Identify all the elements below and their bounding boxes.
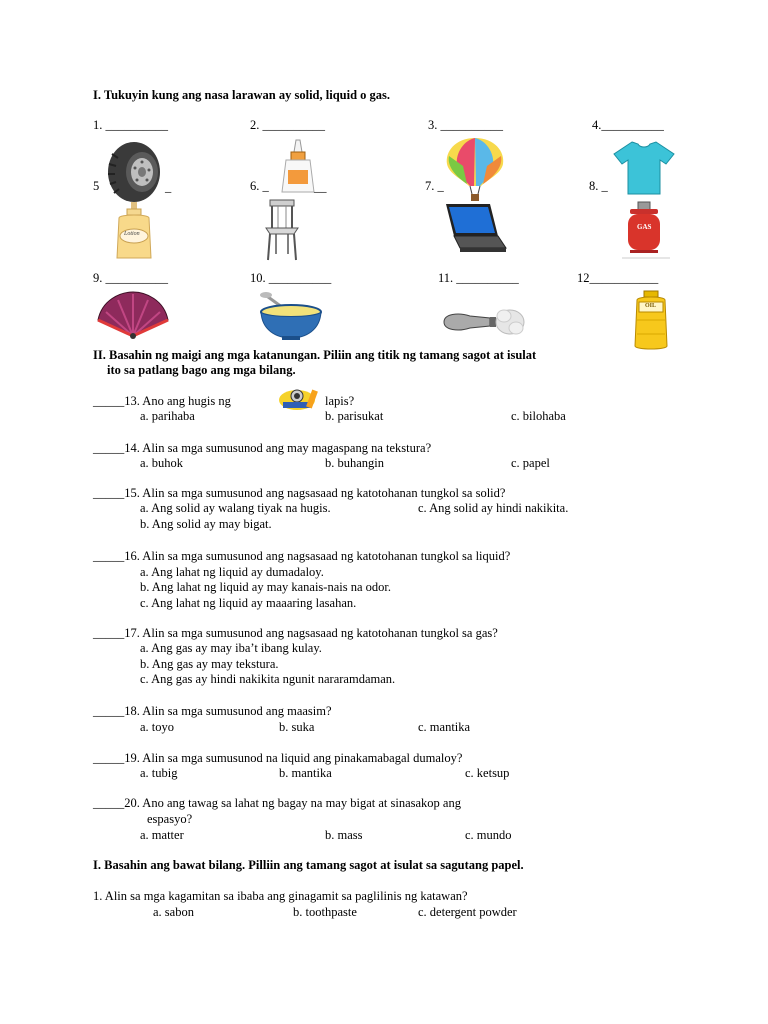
- item-11-label: 11. __________: [438, 271, 519, 285]
- hot-air-balloon-image: [443, 136, 507, 204]
- item-12-label: 12___________: [577, 271, 659, 285]
- section3-title: I. Basahin ang bawat bilang. Pilliin ang tamang sagot at isulat sa sagutang papel.: [93, 858, 524, 872]
- item-6-label: 6. _: [250, 179, 269, 193]
- t-shirt-image: [612, 140, 676, 196]
- oil-label-text: OIL: [645, 303, 657, 309]
- item-2-label: 2. __________: [250, 118, 325, 132]
- q16-choice-a: a. Ang lahat ng liquid ay dumadaloy.: [140, 565, 324, 579]
- q13-choice-a: a. parihaba: [140, 409, 195, 423]
- q20-choice-c: c. mundo: [465, 828, 512, 842]
- q13-question: _____13. Ano ang hugis ng: [93, 394, 231, 408]
- soup-bowl-image: [258, 292, 324, 342]
- item-7-label: 7. _: [425, 179, 444, 193]
- q17-choice-c: c. Ang gas ay hindi nakikita ngunit nararamdaman.: [140, 672, 396, 686]
- q14-question: _____14. Alin sa mga sumusunod ang may magaspang na tekstura?: [93, 441, 432, 455]
- item-5-label: 5: [93, 179, 100, 193]
- s3-q1-choice-c: c. detergent powder: [418, 905, 517, 919]
- q16-choice-b: b. Ang lahat ng liquid ay may kanais-nais na odor.: [140, 580, 391, 594]
- q13-question-tail: lapis?: [325, 394, 355, 408]
- q14-choice-c: c. papel: [511, 456, 550, 470]
- q18-choice-c: c. mantika: [418, 720, 471, 734]
- s3-q1-question: 1. Alin sa mga kagamitan sa ibaba ang ginagamit sa paglilinis ng katawan?: [93, 889, 468, 903]
- pencil-minion-image: [275, 386, 319, 412]
- q18-choice-a: a. toyo: [140, 720, 175, 734]
- item-1-label: 1. __________: [93, 118, 168, 132]
- q17-question: _____17. Alin sa mga sumusunod ang nagsasaad ng katotohanan tungkol sa gas?: [93, 626, 498, 640]
- s3-q1-choice-b: b. toothpaste: [293, 905, 357, 919]
- item-5-blank: _: [165, 180, 172, 194]
- q13-choice-b: b. parisukat: [325, 409, 384, 423]
- q19-choice-b: b. mantika: [279, 766, 332, 780]
- item-4-label: 4.__________: [592, 118, 664, 132]
- q14-choice-b: b. buhangin: [325, 456, 385, 470]
- q17-choice-a: a. Ang gas ay may iba’t ibang kulay.: [140, 641, 322, 655]
- item-8-label: 8. _: [589, 179, 608, 193]
- q18-choice-b: b. suka: [279, 720, 315, 734]
- hand-fan-image: [96, 290, 170, 340]
- q19-question: _____19. Alin sa mga sumusunod na liquid ang pinakamabagal dumaloy?: [93, 751, 463, 765]
- q15-question: _____15. Alin sa mga sumusunod ang nagsasaad ng katotohanan tungkol sa solid?: [93, 486, 506, 500]
- gas-label-text: GAS: [637, 223, 652, 231]
- q13-choice-c: c. bilohaba: [511, 409, 566, 423]
- q20-choice-b: b. mass: [325, 828, 363, 842]
- q20-question-line1: _____20. Ano ang tawag sa lahat ng bagay na may bigat at sinasakop ang: [93, 796, 461, 810]
- gas-tank-image: [620, 200, 672, 260]
- item-9-label: 9. __________: [93, 271, 168, 285]
- q14-choice-a: a. buhok: [140, 456, 184, 470]
- s3-q1-choice-a: a. sabon: [153, 905, 194, 919]
- item-10-label: 10. __________: [250, 271, 332, 285]
- q19-choice-a: a. tubig: [140, 766, 178, 780]
- q17-choice-b: b. Ang gas ay may tekstura.: [140, 657, 279, 671]
- oil-bottle-image: [631, 290, 671, 352]
- q15-choice-b: b. Ang solid ay may bigat.: [140, 517, 272, 531]
- q20-question-line2: espasyo?: [147, 812, 193, 826]
- glue-bottle-image: [278, 138, 318, 196]
- q18-question: _____18. Alin sa mga sumusunod ang maasim?: [93, 704, 332, 718]
- section1-title: I. Tukuyin kung ang nasa larawan ay solid, liquid o gas.: [93, 88, 391, 102]
- lotion-bottle-image: [113, 200, 155, 262]
- q20-choice-a: a. matter: [140, 828, 184, 842]
- section2-title-line1: II. Basahin ng maigi ang mga katanungan. Piliin ang titik ng tamang sagot at isulat: [93, 348, 537, 362]
- q15-choice-a: a. Ang solid ay walang tiyak na hugis.: [140, 501, 331, 515]
- q16-question: _____16. Alin sa mga sumusunod ang nagsasaad ng katotohanan tungkol sa liquid?: [93, 549, 511, 563]
- lotion-label-text: Lotion: [124, 231, 140, 237]
- tire-image: [104, 140, 164, 204]
- q16-choice-c: c. Ang lahat ng liquid ay maaaring lasahan.: [140, 596, 357, 610]
- item-3-label: 3. __________: [428, 118, 503, 132]
- q19-choice-c: c. ketsup: [465, 766, 510, 780]
- item-6-blank: __: [314, 180, 327, 194]
- chair-image: [262, 198, 302, 262]
- section2-title-line2: ito sa patlang bago ang mga bilang.: [107, 363, 296, 377]
- laptop-image: [440, 202, 508, 256]
- spray-nozzle-image: [440, 304, 528, 340]
- q15-choice-c: c. Ang solid ay hindi nakikita.: [418, 501, 569, 515]
